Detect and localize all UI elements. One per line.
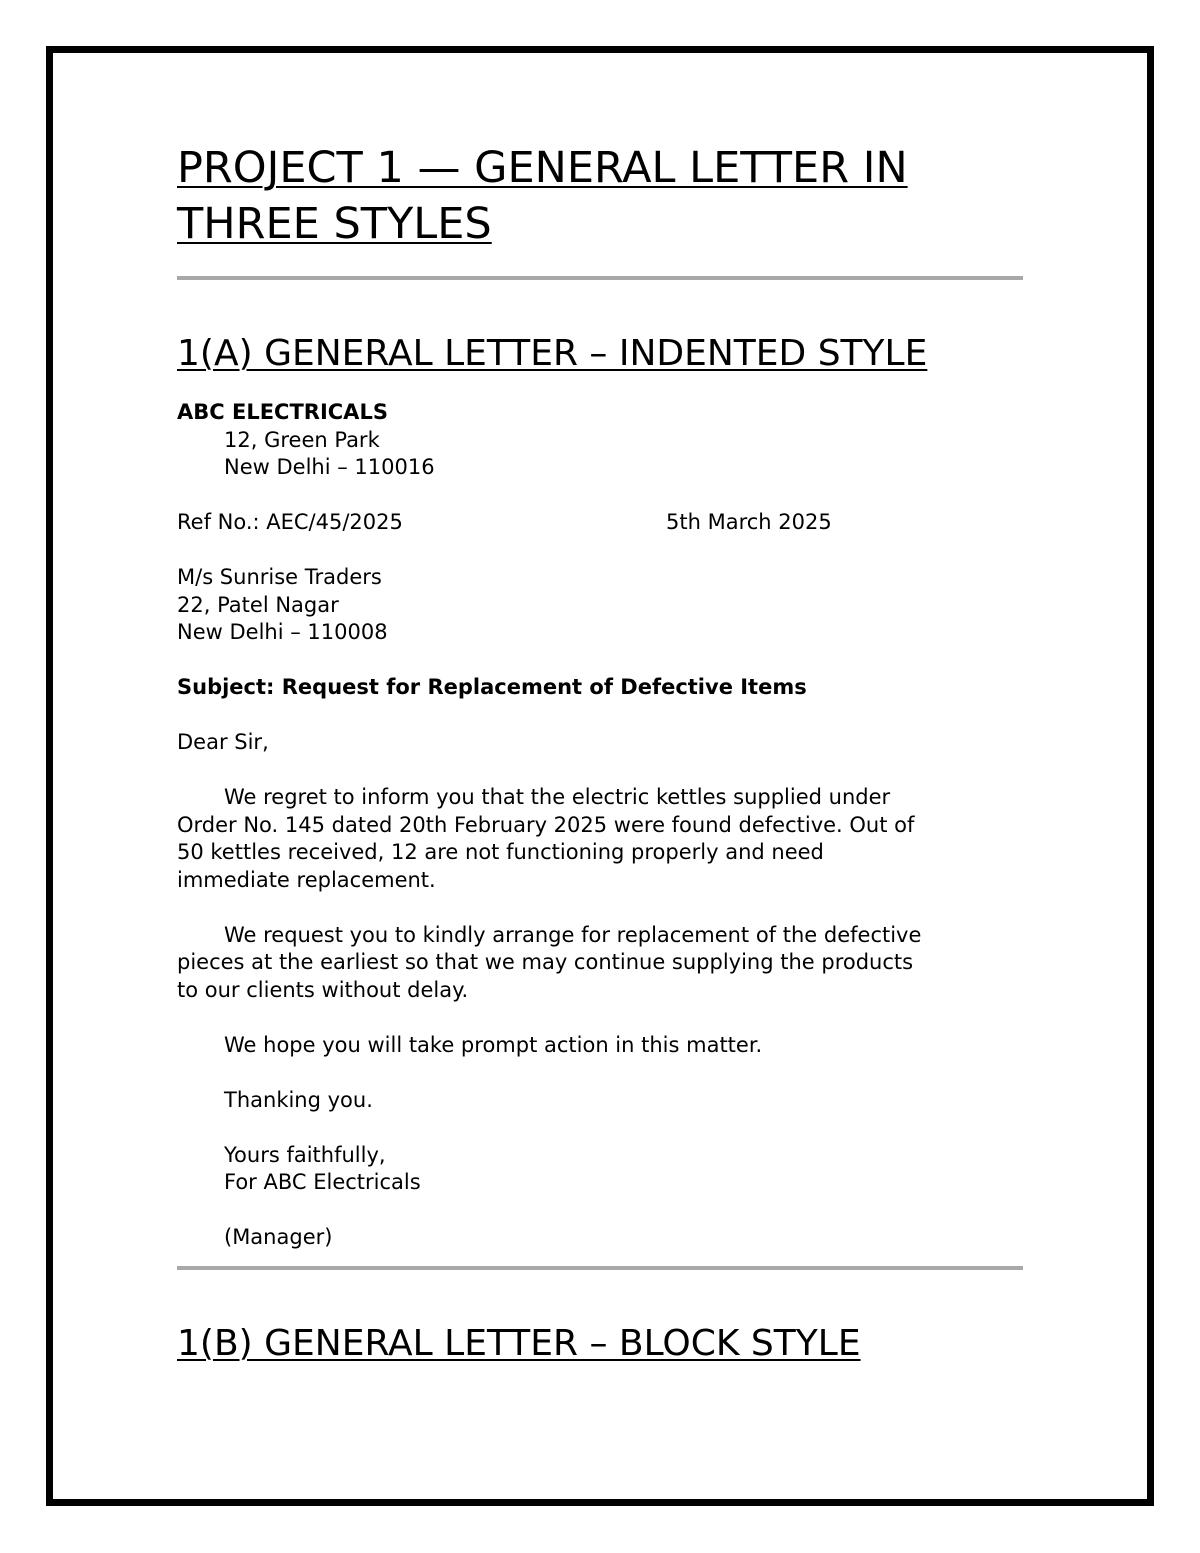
- body-paragraph-1: [177, 784, 1027, 894]
- recipient-address: [177, 564, 1027, 647]
- letter-date: 5th March 2025: [666, 510, 832, 534]
- paragraph-line: pieces at the earliest so that we may continue supplying the products: [177, 950, 914, 974]
- designation: (Manager): [224, 1225, 333, 1249]
- sender-address-line2: New Delhi – 110016: [224, 455, 435, 479]
- paragraph-line: to our clients without delay.: [177, 977, 469, 1002]
- section-a-heading: 1(A) GENERAL LETTER – INDENTED STYLE: [177, 333, 928, 374]
- paragraph-line: We request you to kindly arrange for replacement of the defective: [224, 922, 922, 947]
- document-title: PROJECT 1 — GENERAL LETTER IN THREE STYLES: [177, 143, 908, 249]
- sender-name: ABC ELECTRICALS: [177, 400, 388, 424]
- paragraph-line: 50 kettles received, 12 are not functioning properly and need: [177, 840, 824, 864]
- recipient-address-line2: New Delhi – 110008: [177, 620, 388, 644]
- sender-address-line1: 12, Green Park: [224, 427, 380, 452]
- ref-date-row: [177, 509, 1027, 537]
- salutation: Dear Sir,: [177, 730, 269, 754]
- paragraph-line: We regret to inform you that the electric kettles supplied under: [224, 785, 891, 809]
- section-b-heading: 1(B) GENERAL LETTER – BLOCK STYLE: [177, 1322, 861, 1364]
- recipient-address-line1: 22, Patel Nagar: [177, 592, 339, 617]
- horizontal-rule: [177, 1266, 1023, 1270]
- body-paragraph-2: [177, 922, 1027, 1005]
- horizontal-rule: [177, 276, 1023, 280]
- recipient-name: M/s Sunrise Traders: [177, 565, 382, 589]
- letter-indented-style: [177, 399, 1027, 1252]
- subject-line: Subject: Request for Replacement of Defective Items: [177, 675, 807, 699]
- paragraph-line: immediate replacement.: [177, 867, 436, 892]
- signature-block: [177, 1142, 1027, 1197]
- complimentary-close: Yours faithfully,: [224, 1142, 386, 1167]
- for-company: For ABC Electricals: [224, 1170, 421, 1194]
- document-content: [177, 140, 1027, 1366]
- reference-number: Ref No.: AEC/45/2025: [177, 510, 403, 534]
- body-paragraph-3: We hope you will take prompt action in this matter.: [224, 1032, 763, 1057]
- paragraph-line: Order No. 145 dated 20th February 2025 were found defective. Out of: [177, 812, 915, 837]
- thanks-line: Thanking you.: [224, 1087, 373, 1112]
